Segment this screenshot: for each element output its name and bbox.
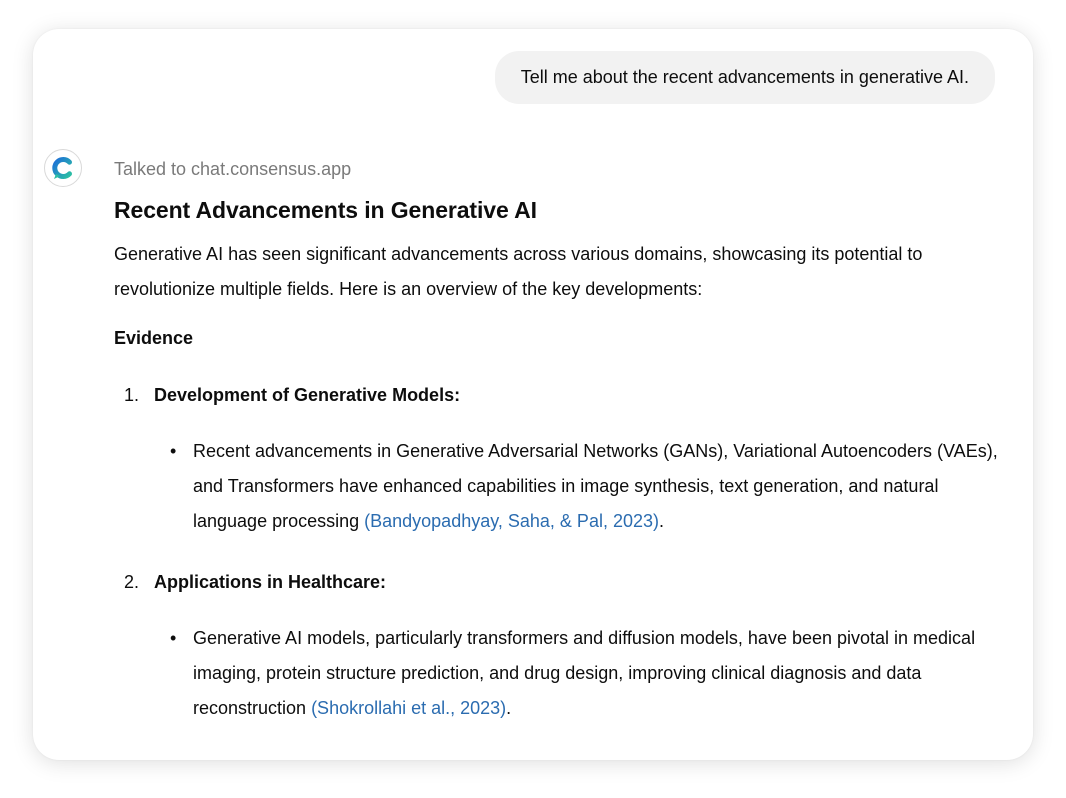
- item-number: 2.: [124, 572, 140, 592]
- chat-window: [33, 29, 1033, 760]
- user-message-bubble: Tell me about the recent advancements in generative AI.: [495, 51, 995, 104]
- response-intro: Generative AI has seen significant advancements across various domains, showcasing its potential to revolutionize multiple fields. Here is an overview of the key developments:: [114, 244, 923, 299]
- bullet-suffix: .: [506, 698, 512, 718]
- evidence-heading: Evidence: [114, 328, 194, 348]
- evidence-item: [114, 381, 1004, 539]
- evidence-bullet: [114, 434, 1004, 539]
- item-title: Applications in Healthcare:: [154, 572, 387, 592]
- evidence-item-heading: [114, 381, 1004, 409]
- evidence-item: [114, 568, 1004, 726]
- bullet-text: Generative AI models, particularly transformers and diffusion models, have been pivotal in medical imaging, protein structure prediction, and drug design, improving clinical diagnosis and data reconstruction: [193, 628, 976, 718]
- evidence-item-heading: [114, 568, 1004, 596]
- assistant-message: [114, 155, 1004, 726]
- bullet-dot: •: [170, 441, 177, 461]
- citation-link[interactable]: (Bandyopadhyay, Saha, & Pal, 2023): [364, 511, 659, 531]
- tool-status-text: Talked to chat.consensus.app: [114, 159, 352, 179]
- consensus-logo-icon: [49, 154, 77, 182]
- bullet-dot: •: [170, 628, 177, 648]
- item-title: Development of Generative Models:: [154, 385, 461, 405]
- bullet-suffix: .: [659, 511, 665, 531]
- evidence-bullet: [114, 621, 1004, 726]
- evidence-list: [114, 381, 1004, 726]
- bullet-text: Recent advancements in Generative Adversarial Networks (GANs), Variational Autoencoders (VAEs), and Transformers have enhanced capabilities in image synthesis, text generation, and natural language processing: [193, 441, 998, 531]
- citation-link[interactable]: (Shokrollahi et al., 2023): [311, 698, 507, 718]
- response-title: Recent Advancements in Generative AI: [114, 197, 537, 223]
- item-number: 1.: [124, 385, 140, 405]
- assistant-avatar: [44, 149, 82, 187]
